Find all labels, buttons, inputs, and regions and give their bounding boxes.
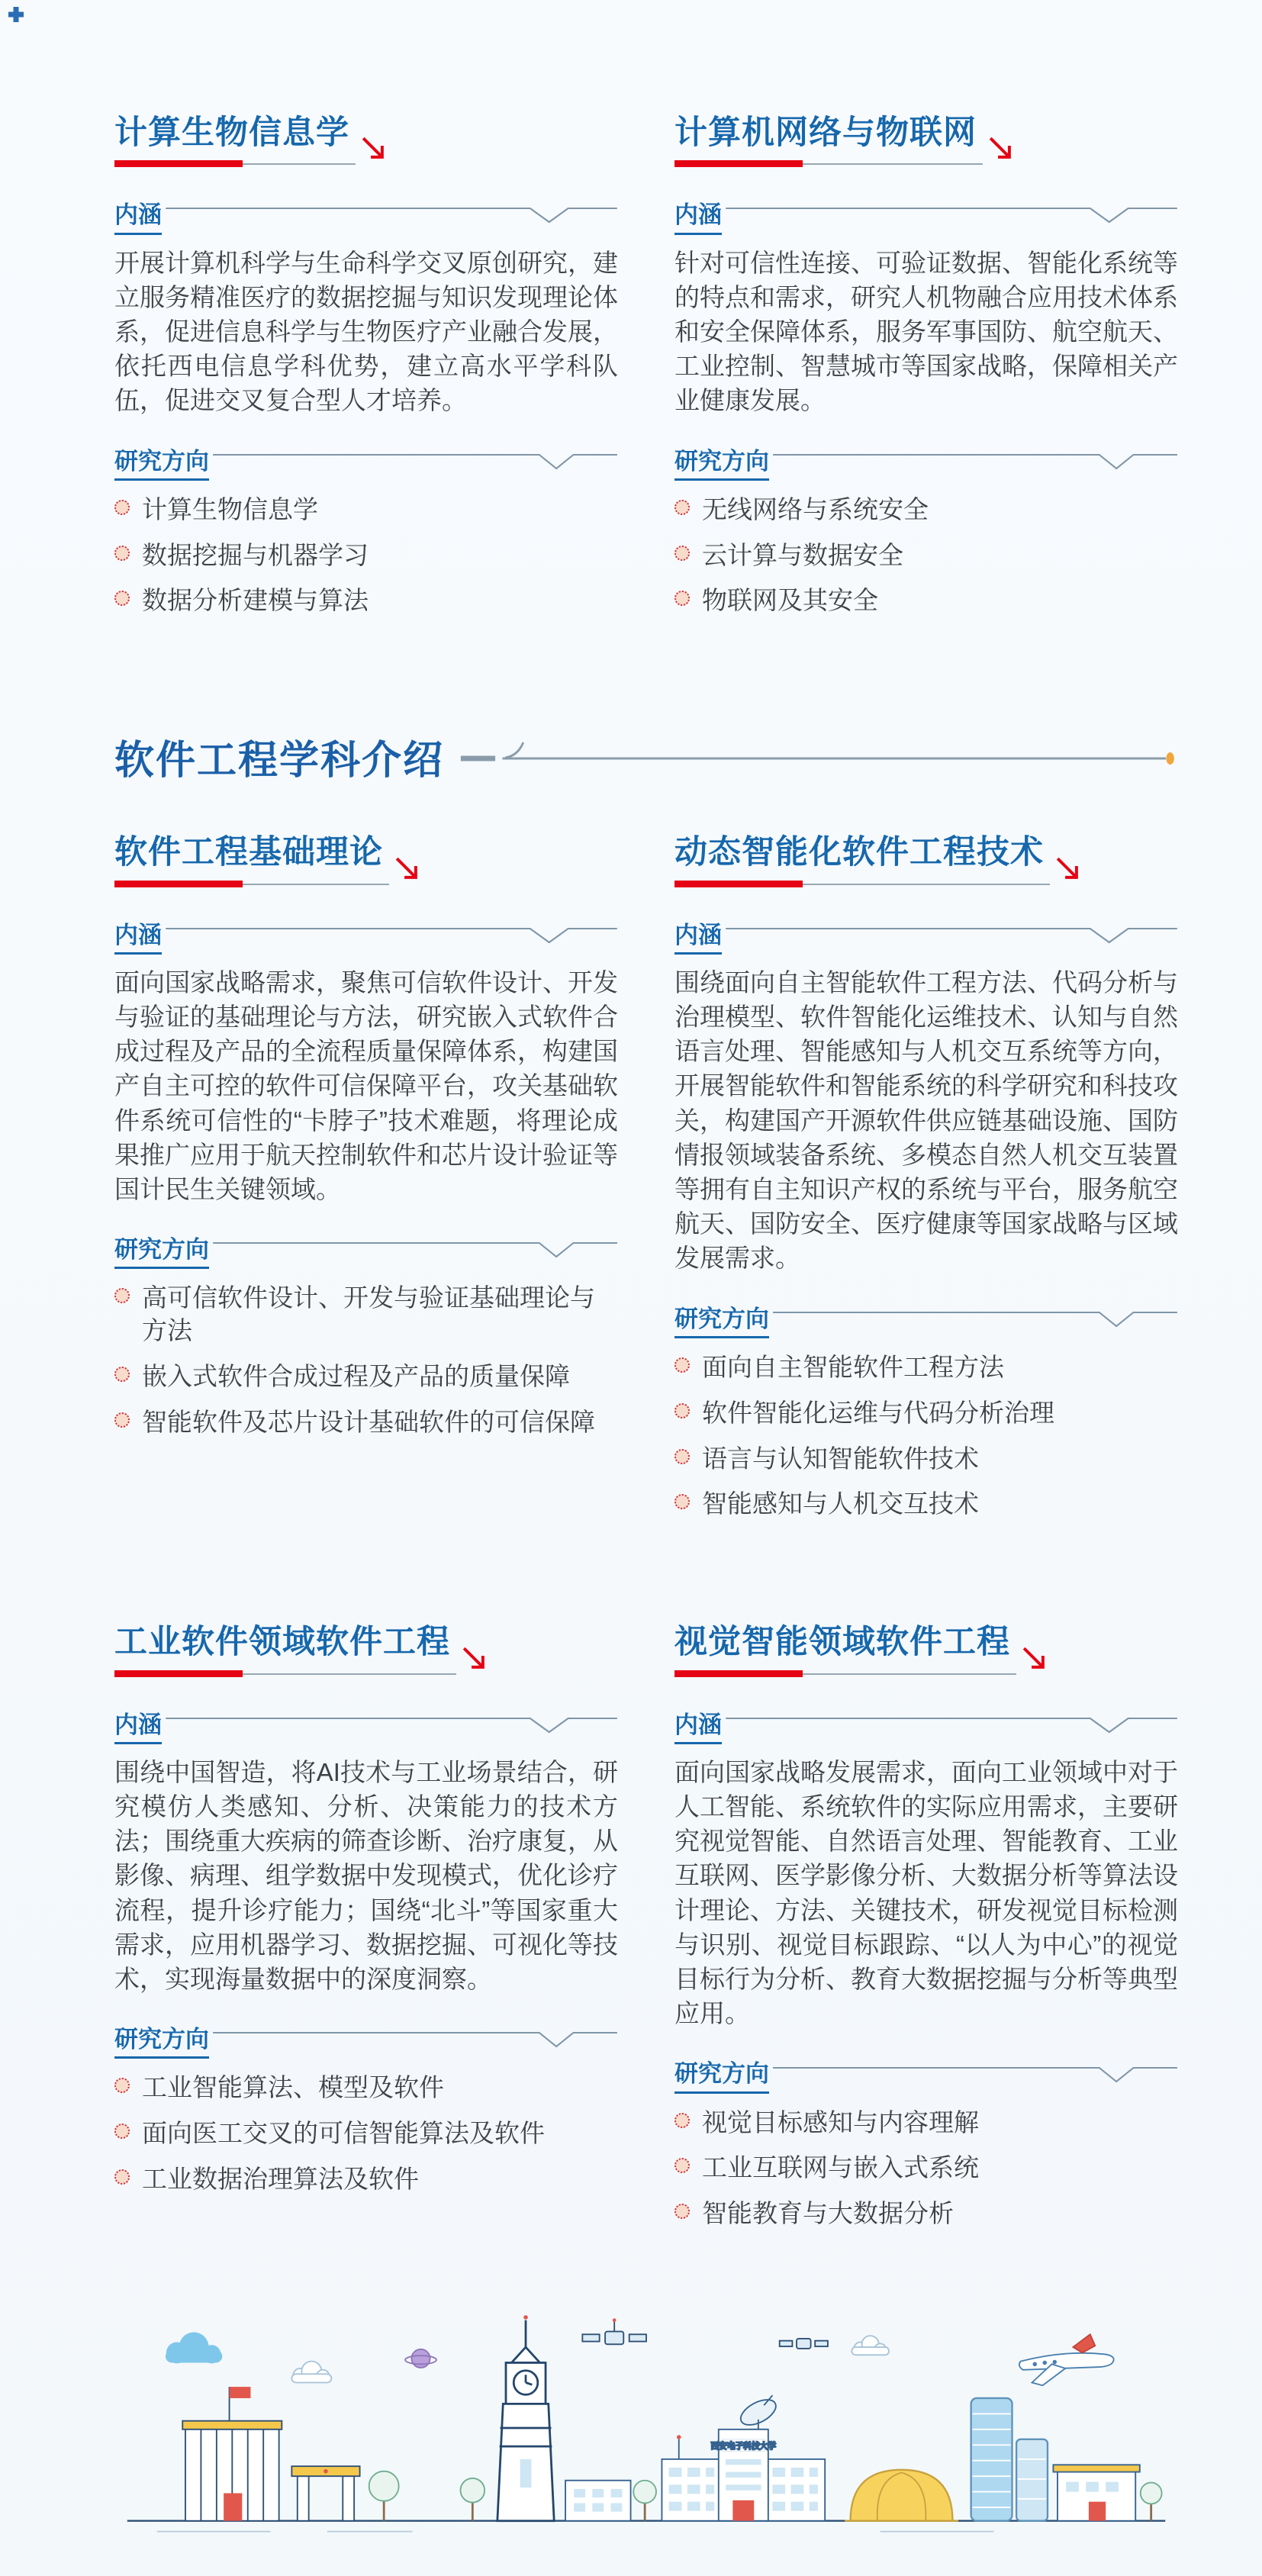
directions-list	[674, 2107, 1178, 2231]
notch-line-decoration	[212, 2025, 618, 2050]
direction-label: 工业数据治理算法及软件	[142, 2165, 419, 2194]
section-title-row	[674, 834, 1178, 887]
direction-label: 物联网及其安全	[702, 586, 878, 615]
connotation-label-row	[674, 1712, 1178, 1744]
glass-tower	[971, 2398, 1048, 2521]
directions-label: 研究方向	[674, 2061, 769, 2093]
cloud-outline-icon	[852, 2336, 888, 2355]
arrow-down-right-icon	[359, 134, 391, 166]
tree-icon	[461, 2478, 485, 2521]
connotation-text: 围绕中国智造，将AI技术与工业场景结合，研究模仿人类感知、分析、决策能力的技术方法；围绕重大疾病的筛查诊断、治疗康复，从影像、病理、组学数据中发现模式，优化诊疗流程，提升诊疗能力；国绕“北斗”等国家重大需求，应用机器学习、数据挖掘、可视化等技术，实现海量数据中的深度洞察。	[114, 1757, 618, 1994]
directions-list	[674, 494, 1178, 618]
notch-line-decoration	[772, 447, 1178, 472]
direction-label: 语言与认知智能软件技术	[702, 1444, 979, 1473]
direction-item	[674, 584, 1178, 617]
notch-line-decoration	[725, 921, 1178, 945]
building-banner-text: 西安电子科技大学	[710, 2442, 777, 2452]
directions-list	[674, 1351, 1178, 1521]
flag-building	[182, 2387, 282, 2521]
direction-item	[674, 2198, 1178, 2230]
directions-label-row	[114, 1237, 618, 1269]
teaching-building	[662, 2395, 825, 2521]
flower-bullet-icon	[114, 591, 130, 606]
header-line-decoration	[459, 739, 1178, 774]
notch-line-decoration	[165, 921, 618, 945]
notch-line-decoration	[772, 2060, 1178, 2085]
campus-skyline-svg	[114, 2307, 1178, 2545]
direction-label: 嵌入式软件合成过程及产品的质量保障	[142, 1362, 570, 1391]
flower-bullet-icon	[114, 2169, 130, 2185]
directions-label: 研究方向	[114, 449, 209, 481]
direction-item	[114, 539, 618, 572]
notch-line-decoration	[772, 1305, 1178, 1329]
directions-label: 研究方向	[674, 449, 769, 481]
notch-line-decoration	[725, 201, 1178, 225]
direction-label: 面向自主智能软件工程方法	[702, 1352, 1004, 1381]
tree-icon	[1141, 2483, 1162, 2521]
corner-mark-icon	[6, 5, 26, 24]
flower-bullet-icon	[114, 1288, 130, 1303]
satellite-dish-icon	[737, 2395, 781, 2431]
connotation-label: 内涵	[114, 202, 162, 234]
notch-line-decoration	[212, 447, 618, 472]
connotation-label-row	[674, 923, 1178, 955]
airplane-icon	[1019, 2335, 1114, 2386]
direction-label: 智能软件及芯片设计基础软件的可信保障	[142, 1408, 595, 1437]
right-building	[1053, 2465, 1139, 2521]
flag-icon	[230, 2387, 251, 2398]
connotation-label: 内涵	[674, 202, 722, 234]
satellite-icon	[582, 2319, 646, 2345]
direction-item	[114, 584, 618, 617]
flower-bullet-icon	[674, 1403, 690, 1418]
direction-item	[674, 539, 1178, 572]
section-title: 视觉智能领域软件工程	[674, 1624, 1010, 1676]
direction-item	[114, 1282, 618, 1348]
directions-label-row	[674, 449, 1178, 481]
flower-bullet-icon	[114, 546, 130, 561]
flower-bullet-icon	[114, 1367, 130, 1382]
section-title: 动态智能化软件工程技术	[674, 834, 1044, 887]
connotation-label-row	[114, 923, 618, 955]
directions-label-row	[114, 2027, 618, 2059]
section-industrial-software-se	[114, 1624, 618, 2209]
flower-bullet-icon	[114, 2124, 130, 2139]
section-title-row	[674, 114, 1178, 167]
arrow-down-right-icon	[459, 1644, 491, 1676]
arrow-down-right-icon	[1019, 1644, 1051, 1676]
directions-label-row	[674, 1306, 1178, 1338]
software-engineering-header	[114, 728, 1178, 785]
campus-skyline-illustration	[114, 2307, 1178, 2545]
section-header-title: 软件工程学科介绍	[114, 739, 445, 784]
section-title-row	[114, 114, 618, 167]
directions-label: 研究方向	[114, 1237, 209, 1269]
mid-buildings	[565, 2481, 630, 2521]
connotation-text: 面向国家战略发展需求，面向工业领域中对于人工智能、系统软件的实际应用需求，主要研究视觉智能、自然语言处理、智能教育、工业互联网、医学影像分析、大数据分析等算法设计理论、方法、关键技术，研发视觉目标检测与识别、视觉目标跟踪、“以人为中心”的视觉目标行为分析、教育大数据挖掘与分析等典型应用。	[674, 1757, 1178, 2028]
connotation-text: 面向国家战略需求，聚焦可信软件设计、开发与验证的基础理论与方法，研究嵌入式软件合成过程及产品的全流程质量保障体系，构建国产自主可控的软件可信保障平台，攻关基础软件系统可信性的“卡脖子”技术难题，将理论成果推广应用于航天控制软件和芯片设计验证等国计民生关键领域。	[114, 968, 618, 1204]
direction-item	[674, 1488, 1178, 1521]
section-computer-networks-iot	[674, 114, 1178, 630]
notch-line-decoration	[212, 1235, 618, 1260]
connotation-text: 围绕面向自主智能软件工程方法、代码分析与治理模型、软件智能化运维技术、认知与自然语言处理、智能感知与人机交互系统等方向，开展智能软件和智能系统的科学研究和科技攻关，构建国产开源软件供应链基础设施、国防情报领域装备系统、多模态自然人机交互装置等拥有自主知识产权的系统与平台，服务航空航天、国防安全、医疗健康等国家战略与区域发展需求。	[674, 968, 1178, 1273]
flower-bullet-icon	[674, 1449, 690, 1464]
section-title: 计算机网络与物联网	[674, 114, 977, 167]
direction-item	[114, 494, 618, 526]
disciplines-row-2	[114, 834, 1178, 1534]
flower-bullet-icon	[674, 546, 690, 561]
direction-label: 高可信软件设计、开发与验证基础理论与方法	[142, 1283, 595, 1345]
connotation-text: 针对可信性连接、可验证数据、智能化系统等的特点和需求，研究人机物融合应用技术体系和安全保障体系，服务军事国防、航空航天、工业控制、智慧城市等国家战略，保障相关产业健康发展。	[674, 248, 1178, 415]
section-title: 软件工程基础理论	[114, 834, 383, 887]
gate	[291, 2466, 359, 2521]
disciplines-row-3	[114, 1624, 1178, 2243]
direction-label: 工业智能算法、模型及软件	[142, 2073, 444, 2102]
section-title-row	[114, 1624, 618, 1676]
flower-bullet-icon	[674, 2204, 690, 2219]
connotation-label: 内涵	[114, 1712, 162, 1744]
connotation-label-row	[114, 1712, 618, 1744]
notch-line-decoration	[165, 201, 618, 225]
flower-bullet-icon	[674, 1357, 690, 1373]
arrow-down-right-icon	[986, 134, 1018, 166]
section-se-fundamental-theory	[114, 834, 618, 1452]
section-computational-bioinformatics	[114, 114, 618, 630]
directions-label-row	[114, 449, 618, 481]
direction-label: 软件智能化运维与代码分析治理	[702, 1398, 1054, 1427]
directions-list	[114, 1282, 618, 1439]
direction-label: 数据挖掘与机器学习	[142, 540, 369, 569]
clock-tower	[497, 2315, 554, 2520]
connotation-text: 开展计算机科学与生命科学交叉原创研究，建立服务精准医疗的数据挖掘与知识发现理论体系，促进信息科学与生物医疗产业融合发展，依托西电信息学科优势，建立高水平学科队伍，促进交叉复合型人才培养。	[114, 248, 618, 415]
flower-bullet-icon	[674, 2113, 690, 2128]
direction-label: 智能感知与人机交互技术	[702, 1489, 979, 1518]
directions-label: 研究方向	[114, 2027, 209, 2059]
flower-bullet-icon	[674, 1494, 690, 1509]
flower-bullet-icon	[674, 591, 690, 606]
flower-bullet-icon	[674, 500, 690, 515]
direction-label: 智能教育与大数据分析	[702, 2199, 954, 2228]
direction-label: 视觉目标感知与内容理解	[702, 2107, 979, 2136]
direction-item	[114, 1406, 618, 1439]
section-title-row	[114, 834, 618, 887]
planet-icon	[405, 2349, 436, 2368]
connotation-label: 内涵	[114, 923, 162, 955]
flower-bullet-icon	[674, 2158, 690, 2173]
direction-item	[674, 2107, 1178, 2140]
direction-label: 面向医工交叉的可信智能算法及软件	[142, 2119, 545, 2148]
flower-bullet-icon	[114, 500, 130, 515]
connotation-label-row	[674, 202, 1178, 234]
section-title-row	[674, 1624, 1178, 1676]
cloud-icon	[166, 2333, 222, 2364]
connotation-label: 内涵	[674, 1712, 722, 1744]
arrow-down-right-icon	[1053, 854, 1085, 886]
direction-item	[114, 2163, 618, 2196]
cloud-outline-icon	[291, 2362, 331, 2383]
tree-icon	[369, 2471, 399, 2521]
direction-item	[114, 2072, 618, 2104]
directions-list	[114, 2072, 618, 2196]
direction-item	[674, 1443, 1178, 1476]
direction-label: 无线网络与系统安全	[702, 494, 929, 523]
flower-bullet-icon	[114, 1412, 130, 1428]
section-title: 计算生物信息学	[114, 114, 349, 167]
directions-list	[114, 494, 618, 618]
direction-item	[114, 1360, 618, 1393]
flower-bullet-icon	[114, 2078, 130, 2093]
directions-label: 研究方向	[674, 1306, 769, 1338]
direction-label: 工业互联网与嵌入式系统	[702, 2153, 979, 2182]
notch-line-decoration	[165, 1711, 618, 1735]
direction-item	[674, 1397, 1178, 1430]
stadium-dome	[845, 2470, 958, 2521]
direction-label: 云计算与数据安全	[702, 540, 903, 569]
direction-item	[114, 2117, 618, 2150]
direction-item	[674, 494, 1178, 526]
satellite-icon	[780, 2339, 828, 2349]
direction-item	[674, 2152, 1178, 2185]
directions-label-row	[674, 2061, 1178, 2093]
section-visual-intelligence-se	[674, 1624, 1178, 2243]
section-title: 工业软件领域软件工程	[114, 1624, 450, 1676]
direction-label: 数据分析建模与算法	[142, 586, 369, 615]
disciplines-row-1	[114, 114, 1178, 630]
connotation-label-row	[114, 202, 618, 234]
notch-line-decoration	[725, 1711, 1178, 1735]
arrow-down-right-icon	[392, 854, 424, 886]
tree-icon	[633, 2481, 656, 2521]
section-dynamic-intelligent-se	[674, 834, 1178, 1534]
connotation-label: 内涵	[674, 923, 722, 955]
direction-label: 计算生物信息学	[142, 494, 318, 523]
direction-item	[674, 1351, 1178, 1384]
